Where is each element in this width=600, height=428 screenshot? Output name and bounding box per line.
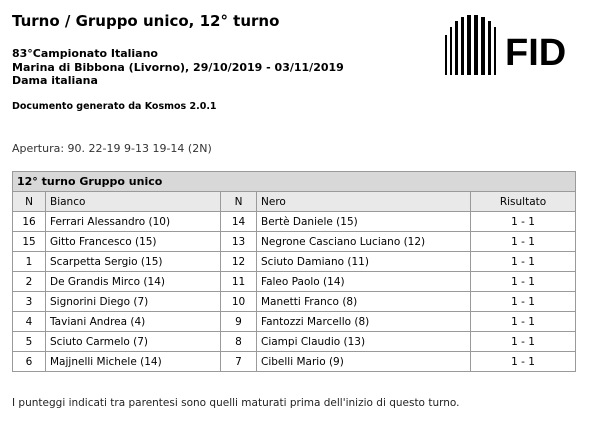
game-result: 1 - 1 — [471, 212, 576, 232]
white-player-name: Taviani Andrea (4) — [46, 312, 221, 332]
fid-logo — [445, 15, 585, 81]
black-player-name: Negrone Casciano Luciano (12) — [257, 232, 471, 252]
table-row — [13, 232, 576, 252]
white-player-name: Majjnelli Michele (14) — [46, 352, 221, 372]
white-player-name: Sciuto Carmelo (7) — [46, 332, 221, 352]
table-row — [13, 332, 576, 352]
black-player-name: Fantozzi Marcello (8) — [257, 312, 471, 332]
game-result: 1 - 1 — [471, 312, 576, 332]
black-player-name: Cibelli Mario (9) — [257, 352, 471, 372]
black-player-number: 13 — [221, 232, 257, 252]
generator-note: Documento generato da Kosmos 2.0.1 — [12, 101, 217, 112]
column-header-black: Nero — [257, 192, 471, 212]
white-player-number: 15 — [13, 232, 46, 252]
round-header-row — [13, 172, 576, 192]
game-result: 1 - 1 — [471, 252, 576, 272]
fid-logo-mark — [445, 15, 585, 81]
white-player-number: 5 — [13, 332, 46, 352]
black-player-number: 7 — [221, 352, 257, 372]
table-row — [13, 252, 576, 272]
black-player-name: Manetti Franco (8) — [257, 292, 471, 312]
black-player-number: 8 — [221, 332, 257, 352]
white-player-name: De Grandis Mirco (14) — [46, 272, 221, 292]
black-player-name: Ciampi Claudio (13) — [257, 332, 471, 352]
black-player-number: 9 — [221, 312, 257, 332]
white-player-number: 1 — [13, 252, 46, 272]
column-header-white: Bianco — [46, 192, 221, 212]
black-player-name: Bertè Daniele (15) — [257, 212, 471, 232]
black-player-number: 14 — [221, 212, 257, 232]
white-player-name: Scarpetta Sergio (15) — [46, 252, 221, 272]
column-header-row — [13, 192, 576, 212]
location-dates: Marina di Bibbona (Livorno), 29/10/2019 - 03/11/2019 — [12, 60, 344, 74]
black-player-number: 10 — [221, 292, 257, 312]
game-type: Dama italiana — [12, 74, 98, 87]
black-player-name: Faleo Paolo (14) — [257, 272, 471, 292]
round-label: 12° turno Gruppo unico — [13, 172, 576, 192]
column-header-n-black: N — [221, 192, 257, 212]
game-result: 1 - 1 — [471, 352, 576, 372]
game-result: 1 - 1 — [471, 272, 576, 292]
white-player-number: 6 — [13, 352, 46, 372]
opening-line: Apertura: 90. 22-19 9-13 19-14 (2N) — [12, 142, 212, 155]
event-info — [12, 47, 344, 88]
table-row — [13, 292, 576, 312]
white-player-number: 4 — [13, 312, 46, 332]
championship-name: 83°Campionato Italiano — [12, 47, 158, 60]
black-player-number: 11 — [221, 272, 257, 292]
table-row — [13, 212, 576, 232]
game-result: 1 - 1 — [471, 232, 576, 252]
results-table — [12, 171, 576, 372]
footer-note: I punteggi indicati tra parentesi sono quelli maturati prima dell'inizio di questo turno. — [12, 397, 460, 409]
page-title: Turno / Gruppo unico, 12° turno — [12, 12, 280, 30]
table-row — [13, 352, 576, 372]
white-player-number: 2 — [13, 272, 46, 292]
logo-text: FID — [505, 32, 567, 74]
white-player-number: 3 — [13, 292, 46, 312]
game-result: 1 - 1 — [471, 332, 576, 352]
black-player-name: Sciuto Damiano (11) — [257, 252, 471, 272]
table-row — [13, 272, 576, 292]
white-player-number: 16 — [13, 212, 46, 232]
table-row — [13, 312, 576, 332]
game-result: 1 - 1 — [471, 292, 576, 312]
white-player-name: Signorini Diego (7) — [46, 292, 221, 312]
white-player-name: Ferrari Alessandro (10) — [46, 212, 221, 232]
column-header-n-white: N — [13, 192, 46, 212]
black-player-number: 12 — [221, 252, 257, 272]
column-header-result: Risultato — [471, 192, 576, 212]
white-player-name: Gitto Francesco (15) — [46, 232, 221, 252]
